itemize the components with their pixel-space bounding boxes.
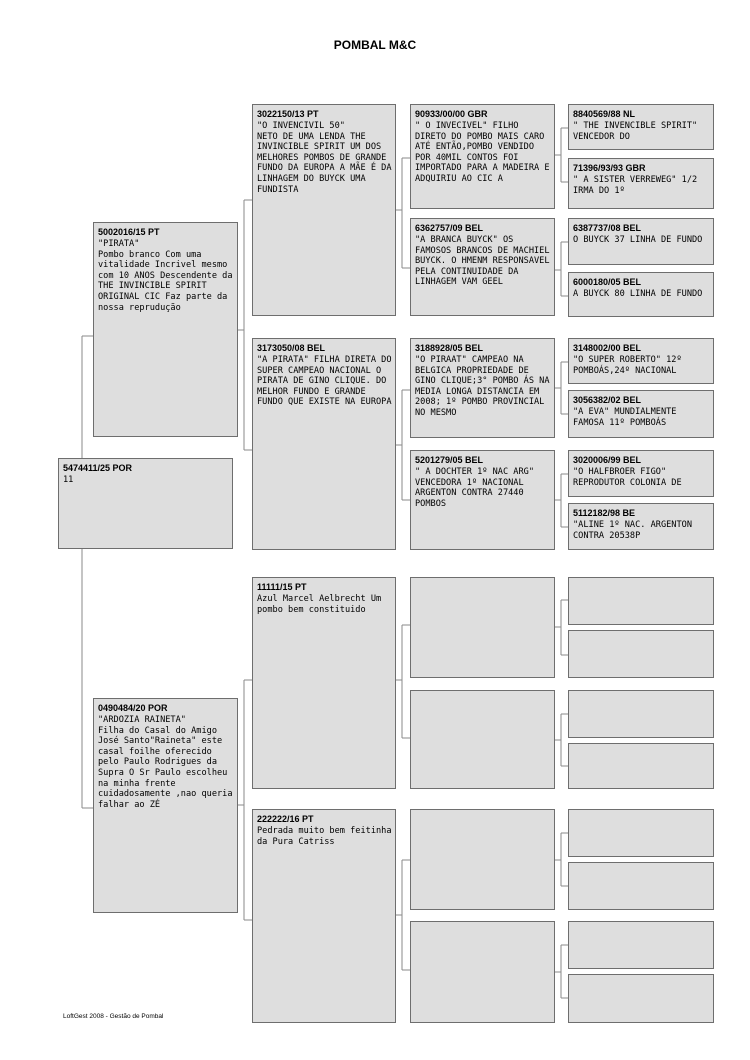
pigeon-ring-id: 5002016/15 PT [98,227,160,237]
pigeon-card-gen5-2[interactable] [568,158,714,209]
pigeon-card-gen4-7[interactable] [410,809,555,910]
page-title: POMBAL M&C [333,38,417,52]
footer-credit: LoftGest 2008 - Gestão de Pombal [63,1013,164,1020]
pigeon-ring-id: 5201279/05 BEL [415,455,484,465]
pigeon-description: "A PIRATA" FILHA DIRETA DO SUPER CAMPEAO NACIONAL O PIRATA DE GINO CLIQUE. DO MELHOR FUNDO E GRANDE FUNDO QUE EXISTE NA EUROPA [257,355,392,408]
pigeon-ring-id: 3022150/13 PT [257,109,319,119]
pigeon-card-sire-sire[interactable] [252,104,396,316]
pigeon-card-gen5-7[interactable] [568,450,714,497]
pigeon-description: Pedrada muito bem feitinha da Pura Catriss [257,826,392,847]
pigeon-card-gen5-6[interactable] [568,390,714,438]
pigeon-card-sire[interactable] [93,222,238,437]
pigeon-card-gen5-1[interactable] [568,104,714,150]
pigeon-ring-id: 0490484/20 POR [98,703,168,713]
pigeon-ring-id: 3173050/08 BEL [257,343,326,353]
pigeon-ring-id: 3188928/05 BEL [415,343,484,353]
pigeon-card-gen5-4[interactable] [568,272,714,317]
pigeon-card-gen5-15[interactable] [568,921,714,969]
pigeon-description: "A BRANCA BUYCK" OS FAMOSOS BRANCOS DE MACHIEL BUYCK. O HMENM RESPONSAVEL PELA CONTINUIDADE DA LINHAGEM VAM GEEL [415,235,550,288]
pigeon-card-gen5-13[interactable] [568,809,714,857]
pigeon-card-dam-dam[interactable] [252,809,396,1023]
pigeon-card-dam[interactable] [93,698,238,913]
pigeon-card-gen4-6[interactable] [410,690,555,789]
pigeon-card-gen4-2[interactable] [410,218,555,316]
pigeon-description: " O INVECIVEL" FILHO DIRETO DO POMBO MAIS CARO ATÉ ENTÃO,POMBO VENDIDO POR 40MIL CONTOS FOI IMPORTADO PARA A MADEIRA E ADQUIRIU AO CIC A [415,121,550,184]
pigeon-description: A BUYCK 80 LINHA DE FUNDO [573,289,703,299]
pigeon-card-gen5-3[interactable] [568,218,714,265]
pigeon-card-gen4-8[interactable] [410,921,555,1023]
pigeon-ring-id: 5112182/98 BE [573,508,636,518]
pigeon-card-gen5-10[interactable] [568,630,714,678]
pigeon-ring-id: 8840569/88 NL [573,109,636,119]
pigeon-card-gen5-16[interactable] [568,974,714,1023]
pigeon-ring-id: 3056382/02 BEL [573,395,642,405]
pigeon-description: "ALINE 1º NAC. ARGENTON CONTRA 20538P [573,520,692,541]
pigeon-description: " THE INVENCIBLE SPIRIT" VENCEDOR DO [573,121,698,142]
pigeon-ring-id: 6000180/05 BEL [573,277,642,287]
pigeon-ring-id: 222222/16 PT [257,814,314,824]
pigeon-description: "O HALFBROER FIGO" REPRODUTOR COLONIA DE [573,467,682,488]
pigeon-description: "O INVENCIVIL 50" NETO DE UMA LENDA THE INVINCIBLE SPIRIT UM DOS MELHORES POMBOS DE GRANDE FUNDO DA EUROPA A MÃE É DA LINHAGEM DO BUYCK UMA FUNDISTA [257,121,392,195]
pigeon-card-gen4-1[interactable] [410,104,555,209]
pigeon-card-gen4-4[interactable] [410,450,555,550]
pigeon-card-gen4-5[interactable] [410,577,555,678]
pigeon-ring-id: 5474411/25 POR [63,463,133,473]
pigeon-description: " A SISTER VERREWEG" 1/2 IRMA DO 1º [573,175,698,196]
pigeon-description: 11 [63,475,74,485]
pigeon-ring-id: 6362757/09 BEL [415,223,484,233]
pigeon-description: O BUYCK 37 LINHA DE FUNDO [573,235,703,245]
pigeon-card-gen5-11[interactable] [568,690,714,738]
pigeon-card-gen5-5[interactable] [568,338,714,384]
pigeon-ring-id: 3148002/00 BEL [573,343,642,353]
pigeon-ring-id: 71396/93/93 GBR [573,163,646,173]
pigeon-card-gen4-3[interactable] [410,338,555,438]
pigeon-description: "O SUPER ROBERTO" 12º POMBOÁS,24º NACIONAL [573,355,682,376]
pigeon-description: "O PIRAAT" CAMPEAO NA BELGICA PROPRIEDADE DE GINO CLIQUE;3° POMBO ÁS NA MEDIA LONGA DISTANCIA EM 2008; 1º POMBO PROVINCIAL NO MESMO [415,355,550,418]
pigeon-description: " A DOCHTER 1º NAC ARG" VENCEDORA 1º NACIONAL ARGENTON CONTRA 27440 POMBOS [415,467,534,509]
pigeon-card-dam-sire[interactable] [252,577,396,789]
pigeon-card-sire-dam[interactable] [252,338,396,550]
pigeon-card-gen5-9[interactable] [568,577,714,625]
pigeon-ring-id: 6387737/08 BEL [573,223,642,233]
pigeon-ring-id: 90933/00/00 GBR [415,109,488,119]
pigeon-card-subject[interactable] [58,458,233,549]
pigeon-ring-id: 11111/15 PT [257,582,307,592]
pigeon-card-gen5-8[interactable] [568,503,714,550]
pigeon-description: "A EVA" MUNDIALMENTE FAMOSA 11º POMBOÁS [573,407,677,428]
pigeon-ring-id: 3020006/99 BEL [573,455,642,465]
pigeon-description: Azul Marcel Aelbrecht Um pombo bem constituido [257,594,382,615]
pigeon-card-gen5-14[interactable] [568,862,714,910]
pigeon-card-gen5-12[interactable] [568,743,714,789]
pigeon-description: "ARDOZIA RAINETA" Filha do Casal do Amigo José Santo"Raineta" este casal foilhe oferecido pelo Paulo Rodrigues da Supra O Sr Paulo escolheu na minha frente cuidadosamente ,nao queria falhar ao ZÉ [98,715,233,810]
pigeon-description: "PIRATA" Pombo branco Com uma vitalidade Incrivel mesmo com 10 ANOS Descendente da THE INVINCIBLE SPIRIT ORIGINAL CIC Faz parte da nossa reprudução [98,239,233,313]
